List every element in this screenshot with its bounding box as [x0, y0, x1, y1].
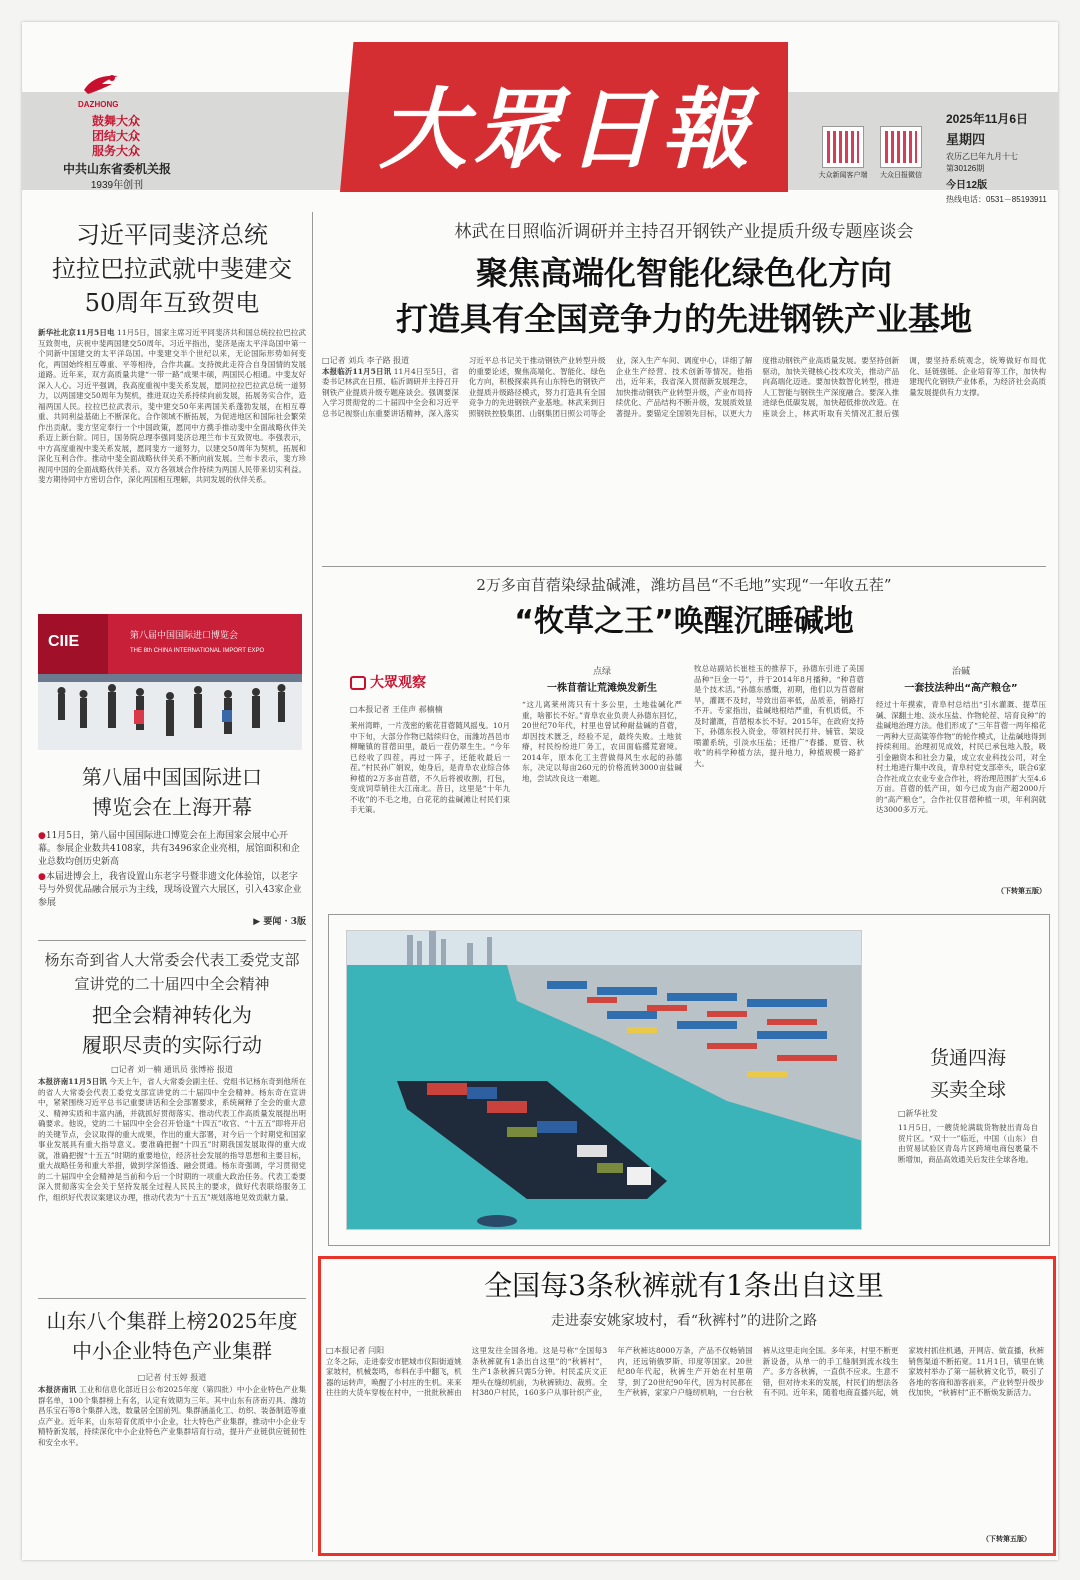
byline: □本报记者 闫阳: [326, 1346, 385, 1355]
kicker: 林武在日照临沂调研并主持召开钢铁产业提质升级专题座谈会: [454, 222, 914, 242]
qr-caption: 大众日报微信: [880, 172, 922, 179]
masthead: [22, 30, 1058, 204]
kicker: 2万多亩苜蓿染绿盐碱滩，潍坊昌邑“不毛地”实现“一年收五茬”: [476, 576, 892, 594]
story-ciie: [38, 762, 306, 927]
headline-line: 履职尽责的实际行动: [82, 1033, 262, 1057]
kicker-line: 杨东奇到省人大常委会代表工委党支部: [44, 951, 300, 969]
article-text: 立冬之际，走进泰安市肥城市仪阳街道姚家坡村，机械轰鸣，布料在手中翻飞，机器的运转声，唤醒了小村庄的生机。来来往往的大货车穿梭在村中，一批批秋裤由这里发往全国各地。这是号称“全国每3条秋裤就有1条出自这里”的“秋裤村”，生产1条秋裤只需5分钟。村民孟庆文正埋头在缝纫机前，为秋裤锁边、裁剪。全村380户村民，160多户从事针织产业，年产秋裤达8000万条，产品不仅畅销国内，还远销俄罗斯、印度等国家。20世纪80年代起，秋裤生产开始在村里萌芽，到了20世纪90年代，因为村民都在生产秋裤，家家户户缝纫机响，一台台秋裤从这里走向全国。多年来，村里不断更新设备，从单一的手工缝制到流水线生产。多方各秋裤，一直供不应求。生意不错，但对待未来的发展，村民们的想法各有不同。近年来，随着电商直播兴起，姚家坡村抓住机遇，开网店、做直播，秋裤销售渠道不断拓宽。11月1日，镇里在姚家坡村举办了第一届秋裤文化节，吸引了各地的客商和游客前来，产业转型升级步伐加快，“秋裤村”正不断焕发新活力。: [326, 1346, 1044, 1397]
dazhong-logo-icon: [82, 70, 122, 98]
dateline: 本报济南讯: [38, 1385, 77, 1394]
dateline: 新华社北京11月5日电: [38, 328, 115, 337]
headline-line: 打造具有全国竞争力的先进钢铁产业基地: [395, 300, 972, 338]
story-sme-clusters: [38, 1306, 306, 1545]
page-count: 今日12版: [946, 180, 988, 191]
article-body: [322, 356, 1046, 524]
column-logo-icon: [350, 676, 366, 690]
issue-number: 第30126期: [946, 164, 985, 173]
expo-photo-image: [38, 614, 302, 750]
story-xi-fiji: [38, 218, 306, 596]
article-body: [38, 328, 306, 596]
headline: [38, 762, 306, 822]
kicker-line: 宣讲党的二十届四中全会精神: [74, 975, 270, 993]
date-block: [946, 110, 1054, 205]
continued-note[interactable]: （下转第五版）: [982, 1534, 1031, 1543]
headline-line: 山东八个集群上榜2025年度: [46, 1309, 298, 1333]
expo-photo: [38, 614, 302, 750]
section-title: 一株苜蓿让荒滩焕发新生: [547, 683, 657, 694]
photo-credit: □新华社发: [898, 1109, 938, 1118]
byline: □记者 付玉婷 报道: [137, 1373, 207, 1382]
article-text: “这儿离莱州湾只有十多公里，土地盐碱化严重，啥都长不好。”青阜农业负责人孙德东回忆，20世纪70年代，村里也曾试种耐盐碱的苜蓿，却因技术匮乏，经验不足，最终失败。土地贫瘠，村民纷纷进厂务工，农田面临撂荒窘境。2014年，原本化工主营做得风生水起的孙德东，决定以每亩260元的价格流转3000亩盐碱地，尝试改良这一难题。: [522, 700, 682, 783]
story-yang-dongqi: [38, 948, 306, 1291]
qr-caption: 大众新闻客户端: [818, 172, 868, 179]
port-photo-image: [347, 931, 862, 1230]
headline: [38, 218, 306, 320]
headline: “牧草之王”唤醒沉睡碱地: [514, 604, 854, 639]
headline-line: 把全会精神转化为: [92, 1003, 252, 1027]
article-text: 工业和信息化部近日公布2025年度（第四批）中小企业特色产业集群名单，100个集群榜上有名，认定有效期为三年。其中山东有济南刃具、潍坊昌乐宝石等8个集群入选，数量居全国前列。集群涵盖化工、纺织、装备制造等重点产业。近年来，山东培育优质中小企业，壮大特色产业集群，推动中小企业专精特新发展，持续深化中小企业特色产业集群培育行动，提升产业链供应链韧性和安全水平。: [38, 1385, 306, 1447]
byline: □记者 刘一楠 通讯员 张博裕 报道: [111, 1065, 233, 1074]
subtitle: 走进泰安姚家坡村，看“秋裤村”的进阶之路: [550, 1313, 818, 1329]
dateline: 本报济南11月5日讯: [38, 1077, 107, 1086]
feature-col-2: [522, 664, 682, 900]
issue-date: 2025年11月6日: [946, 112, 1029, 126]
byline: □本报记者 王佳声 郝楠楠: [350, 705, 443, 714]
headline-line: 习近平同斐济总统: [76, 221, 268, 249]
headline-line: 拉拉巴拉武就中斐建交: [52, 255, 292, 283]
bullet-dot-icon: ●: [38, 831, 46, 841]
svg-text:THE 8th CHINA INTERNATIONAL IM: THE 8th CHINA INTERNATIONAL IMPORT EXPO: [130, 648, 265, 654]
founded-text: 1939年创刊: [90, 180, 144, 191]
article-text: 11月5日，国家主席习近平同斐济共和国总统拉拉巴拉武互致贺电，庆祝中斐两国建交50周年。习近平指出，斐济是南太平洋岛国中第一个同新中国建交的太平洋岛国。中斐建交半个世纪以来，无论国际形势如何变化，两国始终相互尊重、平等相待，合作共赢。支持彼此走符合自身国情的发展道路。近年来，双方高质量共建“一带一路”成果丰硕，两国民心相通。中斐友好深入人心。习近平强调，我高度重视中斐关系发展，愿同拉拉巴拉武总统一道努力，以两国建交50周年为契机，推进双边关系持续向前发展，拓展务实合作，造福两国人民。拉拉巴拉武表示，斐中建交50年来两国关系蓬勃发展，在相互尊重、共同利益基础上不断深化。合作领域不断拓展，为促进地区和国际社会繁荣作出贡献。斐方坚定奉行一个中国政策，愿同中方携手推动斐中全面战略伙伴关系迈上新台阶。同日，国务院总理李强同斐济总理兰布卡互致贺电。李强表示，中方高度重视中斐关系发展，愿同斐方一道努力，以建交50周年为契机，拓展和深化互利合作。推动中斐全面战略伙伴关系不断向前发展。兰布卡表示，斐方珍视同中国的全面战略伙伴关系。双方各领域合作持续为两国人民带来切实利益。斐方期待同中方密切合作，深化两国相互理解，共同发展的伙伴关系。: [38, 328, 306, 484]
organ-text: 中共山东省委机关报: [62, 162, 171, 176]
article-body: [38, 1385, 306, 1545]
headline: 全国每3条秋裤就有1条出自这里: [484, 1269, 884, 1302]
boxed-story: [322, 1266, 1046, 1528]
article-text: 牧总站副站长崔桂玉的推荐下，孙德东引进了美国品种“巨金一号”，并于2014年8月播种。“种苜蓿是个技术活。”孙德东感慨，初期，他们以为苜蓿耐旱，灌溉不及时，导致出苗率低，品质差，销路打不开。专家指出，盐碱地根结严重，有机质低，不及时灌溉，苜蓿根本长不好。2015年，在政府支持下，孙德东投入资金，带领村民打井、铺管、架设喷灌系统，引淡水压盐；还推广“春播、夏管、秋收”的科学种植方法，提升地力，种植规模一路扩大。: [694, 664, 864, 768]
slogan: 服务大众: [91, 144, 140, 158]
article-text: 经过十年摸索，青阜村总结出“引水灌溉、提草压碱、深翻土地、淡水压盐、作物轮茬、培育良种”的盐碱地治理方法。他们形成了“三年苜蓿一两年棉花一两种大豆高粱等作物”的轮作模式，让盐碱地得到持续利用。治理初见成效，村民已承包地入股，吸引金融资本和社会力量，成立农业科技公司，对全村土地进行集中改良，青阜村党支部牵头，联合6家合作社成立农业专业合作社，将治理范围扩大至4.6万亩。苜蓿的低产田，如今已成为亩产超2000斤的“高产粮仓”，合作社仅苜蓿种植一项，年利润就达3000多万元。: [876, 700, 1046, 814]
headline-line: 博览会在上海开幕: [92, 795, 252, 819]
headline: [38, 1000, 306, 1060]
slogan: 鼓舞大众: [91, 114, 140, 128]
feature-col-4: [876, 664, 1046, 900]
feature-col-1: [350, 704, 510, 900]
svg-text:第八届中国国际进口博览会: 第八届中国国际进口博览会: [130, 631, 239, 641]
bullet-text: 本届进博会上，我省设置山东老字号暨非遗文化体验馆，以老字号与外贸优品融合展示为主线，现场设置六大展区，引入43家企业参展: [38, 872, 302, 908]
photo-caption-title: [898, 1042, 1038, 1106]
headline-line: 中小企业特色产业集群: [72, 1339, 272, 1363]
section-title: 一套技法种出“高产粮仓”: [904, 683, 1018, 694]
section-rule: [38, 940, 306, 941]
feature-col-3: [694, 664, 864, 900]
article-text: 莱州湾畔，一片茂密的紫花苜蓿随风摇曳。10月中下旬，大部分作物已陆续归仓，而潍坊昌邑市柳疃镇的苜蓿田里，最后一茬仍翠生生。“今年已经收了四茬，再过一阵子，还能收最后一茬。”村民孙广娟说，她身后，是青阜农业综合体种植的2万多亩苜蓿，不久后将被收割，打包，变成饲草销往大江南北。昔日，这里是“十年九不收”的不毛之地，白花花的盐碱滩让村民们束手无策。: [350, 721, 510, 814]
byline: □记者 刘兵 李子路 报道: [322, 356, 410, 365]
photo-caption: [898, 1108, 1038, 1213]
article-text: 11月4日至5日，省委书记林武在日照、临沂调研并主持召开钢铁产业提质升级专题座谈会。强调要深入学习贯彻党的二十届四中全会和习近平总书记视察山东重要讲话精神，深入落实习近平总书记关于推动钢铁产业转型升级的重要论述，聚焦高端化、智能化、绿色化方向，积极探索具有山东特色的钢铁产业提质升级路径模式，努力打造具有全国竞争力的先进钢铁产业基地。林武来到日照钢铁控股集团、山钢集团日照公司等企业，深入生产车间、调度中心，详细了解企业生产经营、技术创新等情况。他指出，近年来，我省深入贯彻新发展理念，加快推动钢铁产业转型升级，产业布局持续优化、产品结构不断升级，发展质效显著提升。要锚定全国领先目标，以更大力度推动钢铁产业高质量发展。要坚持创新驱动，加快关键核心技术攻关，推动产品向高端化迈进。要加快数智化转型，推进人工智能与钢铁生产深度融合。要深入推进绿色低碳发展，加快超低排放改造。在座谈会上，林武听取有关情况汇报后强调，要坚持系统观念，统筹做好布局优化、延链强链、企业培育等工作，加快构建现代化钢铁产业体系，为经济社会高质量发展提供有力支撑。: [322, 356, 1046, 418]
weekday: 星期四: [946, 132, 986, 147]
section-label: 点绿: [592, 667, 611, 677]
headline-line: 聚焦高端化智能化绿色化方向: [475, 254, 892, 292]
caption-title-line: 买卖全球: [929, 1079, 1006, 1101]
logo-text: DAZHONG: [78, 100, 119, 109]
page-jump-link[interactable]: ▶ 要闻 · 3版: [253, 917, 306, 927]
section-rule: [38, 1298, 306, 1299]
caption-title-line: 货通四海: [929, 1047, 1006, 1069]
bullet-dot-icon: ●: [38, 872, 46, 882]
hotline: 热线电话：0531－85193911: [946, 195, 1047, 204]
continued-note[interactable]: （下转第五版）: [997, 886, 1046, 895]
article-body: [326, 1346, 1044, 1528]
slogans: [86, 114, 146, 159]
port-photo: [346, 930, 862, 1230]
column-logo-text: 大眾观察: [370, 675, 426, 691]
dateline: 本报临沂11月5日讯: [322, 366, 392, 376]
slogan: 团结大众: [91, 129, 140, 143]
lead-story: [322, 220, 1046, 524]
kicker: [38, 948, 306, 996]
newspaper-page: [22, 22, 1058, 1560]
caption-text: 11月5日，一艘货轮满载货物驶出青岛自贸片区。“双十一”临近，中国（山东）自由贸易试验区青岛片区跨境电商包裹量不断增加，商品高效通关后发往全球各地。: [898, 1123, 1038, 1164]
section-label: 治碱: [951, 667, 970, 677]
section-rule: [322, 566, 1046, 567]
column-logo: [350, 672, 460, 694]
column-divider: [312, 212, 313, 1552]
bullet-item: [38, 871, 306, 910]
bullet-item: [38, 830, 306, 869]
qr-code-icon[interactable]: [822, 126, 864, 168]
headline-line: 50周年互致贺电: [84, 289, 260, 317]
feature-story: [322, 574, 1046, 644]
headline-line: 第八届中国国际进口: [82, 765, 262, 789]
headline: [322, 250, 1046, 342]
article-text: 今天上午，省人大常委会副主任、党组书记杨东奇到他所在的省人大常委会代表工委党支部宣讲党的二十届四中全会精神。杨东奇在宣讲中，紧紧围绕习近平总书记重要讲话和全会部署要求，系统阐释了全会的重大意义、精神实质和丰富内涵，并就抓好贯彻落实、推动代表工作高质量发展提出明确要求。他说，党的二十届四中全会召开恰逢“十四五”收官、“十五五”即将开启的关键节点，会议取得的重大成果，作出的重大部署，对今后一个时期党和国家事业发展具有重大指导意义。要准确把握“十四五”时期我国发展取得的重大成就，准确把握“十五五”时期的重要地位，经济社会发展的指导思想和主要目标，重大战略任务和重大举措，做到学深悟透、融会贯通。杨东奇强调，学习贯彻党的二十届四中全会精神是当前和今后一个时期的一项重大政治任务。代表工委要深入贯彻落实全会关于坚持发展全过程人民民主的要求，做好代表联络服务工作，组织好代表议案建议办理，推动代表为“十五五”规划落地见效贡献力量。: [38, 1077, 306, 1202]
svg-text:CIIE: CIIE: [48, 633, 80, 650]
bullet-text: 11月5日，第八届中国国际进口博览会在上海国家会展中心开幕。参展企业数共4108家，共有3496家企业亮相，展馆面积和企业总数均创历史新高: [38, 831, 300, 867]
headline: [38, 1306, 306, 1366]
newspaper-title: 大眾日報: [378, 77, 755, 181]
lunar-date: 农历乙巳年九月十七: [946, 152, 1018, 161]
article-body: [38, 1077, 306, 1291]
qr-code-icon[interactable]: [880, 126, 922, 168]
